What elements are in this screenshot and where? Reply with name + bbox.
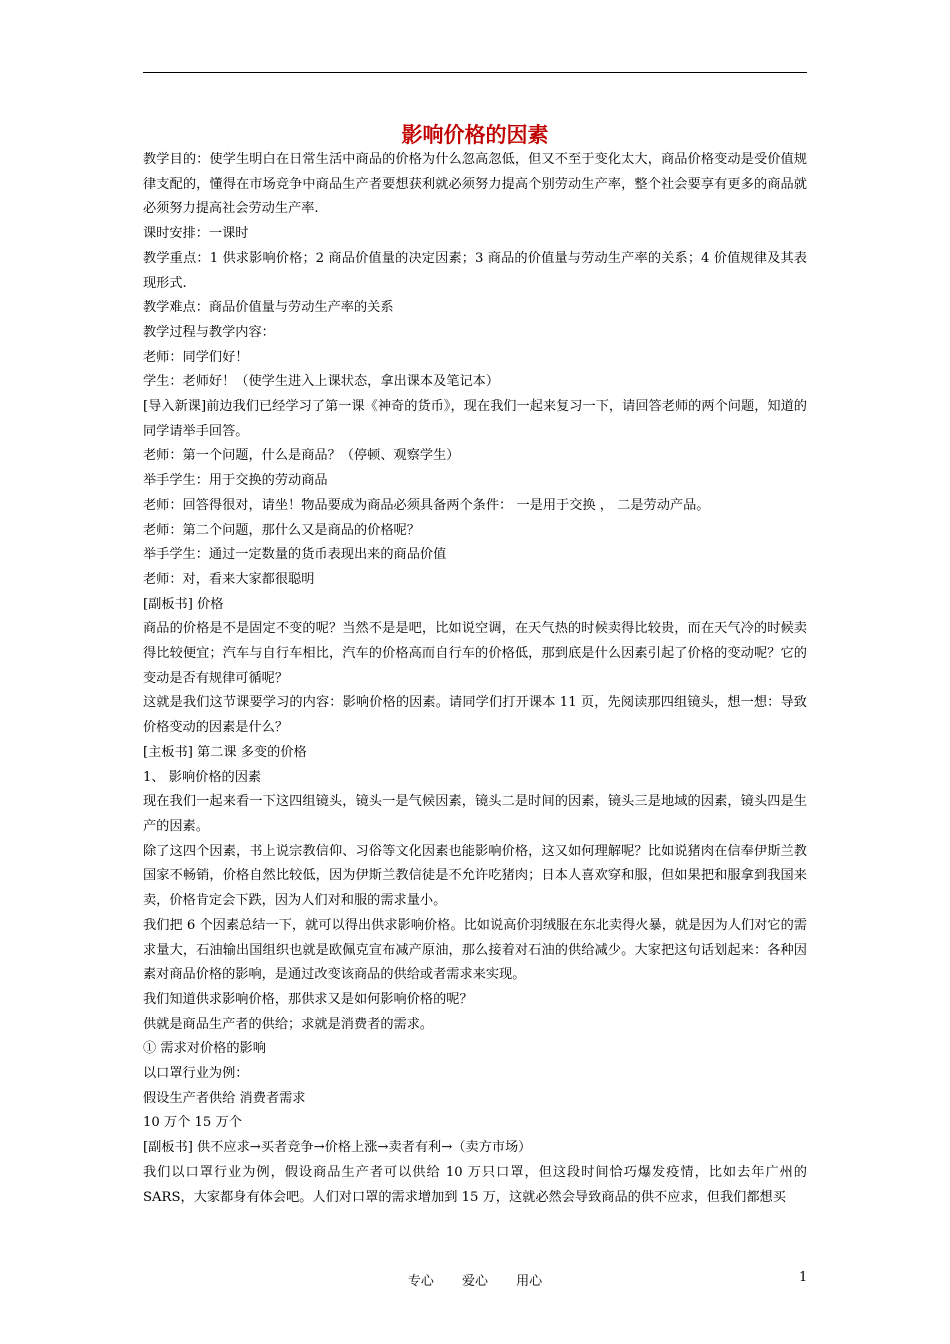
paragraph: [导入新课]前边我们已经学习了第一课《神奇的货币》，现在我们一起来复习一下，请回答老师的两个问题，知道的同学请举手回答。: [143, 399, 807, 439]
paragraph: 老师：同学们好！: [143, 349, 249, 365]
paragraph: 教学重点：1 供求影响价格；2 商品价值量的决定因素；3 商品的价值量与劳动生产率的关系；4 价值规律及其表现形式.: [143, 250, 807, 291]
page-number: 1: [799, 1270, 808, 1285]
paragraph: 我们把 6 个因素总结一下，就可以得出供求影响价格。比如说高价羽绒服在东北卖得火暴，就是因为人们对它的需求量大，石油输出国组织也就是欧佩克宣布减产原油，那么接着对石油的供给减少。大家把这句话划起来：各种因素对商品价格的影响，是通过改变该商品的供给或者需求来实现。: [143, 917, 807, 983]
paragraph: 课时安排：一课时: [143, 226, 249, 242]
paragraph: 这就是我们这节课要学习的内容：影响价格的因素。请同学们打开课本 11 页，先阅读那四组镜头，想一想：导致价格变动的因素是什么？: [143, 695, 807, 736]
paragraph: 教学过程与教学内容：: [143, 324, 275, 340]
paragraph: [主板书] 第二课 多变的价格: [143, 744, 307, 760]
paragraph: ① 需求对价格的影响: [143, 1041, 266, 1057]
paragraph: 我们以口罩行业为例，假设商品生产者可以供给 10 万只口罩，但这段时间恰巧爆发疫情，比如去年广州的SARS，大家都身有体会吧。人们对口罩的需求增加到 15 万，这就必然会导致商品的供不应求，但我们都想买: [143, 1164, 807, 1205]
footer-slogan-word: 用心: [516, 1274, 543, 1289]
paragraph: 商品的价格是不是固定不变的呢？当然不是是吧，比如说空调，在天气热的时候卖得比较贵，而在天气冷的时候卖得比较便宜；汽车与自行车相比，汽车的价格高而自行车的价格低，那到底是什么因素引起了价格的变动呢？它的变动是否有规律可循呢？: [143, 621, 807, 686]
paragraph: 以口罩行业为例：: [143, 1066, 249, 1082]
paragraph: 老师：第一个问题，什么是商品？（停顿、观察学生）: [143, 448, 460, 464]
header-rule: [143, 72, 807, 73]
paragraph: 供就是商品生产者的供给；求就是消费者的需求。: [143, 1016, 434, 1032]
footer-slogan: [0, 1270, 950, 1289]
page-title: 影响价格的因素: [401, 122, 549, 147]
paragraph: [副板书] 价格: [143, 596, 224, 612]
paragraph: 举手学生：通过一定数量的货币表现出来的商品价值: [143, 547, 447, 563]
paragraph: 举手学生：用于交换的劳动商品: [143, 473, 328, 489]
paragraph: 1、 影响价格的因素: [143, 769, 262, 785]
paragraph: 老师：回答得很对，请坐！物品要成为商品必须具备两个条件： 一是用于交换 ， 二是劳动产品。: [143, 497, 710, 513]
paragraph: 假设生产者供给 消费者需求: [143, 1090, 306, 1106]
paragraph: 除了这四个因素，书上说宗教信仰、习俗等文化因素也能影响价格，这又如何理解呢？比如说猪肉在信奉伊斯兰教国家不畅销，价格自然比较低，因为伊斯兰教信徒是不允许吃猪肉；日本人喜欢穿和服，但如果把和服拿到我国来卖，价格肯定会下跌，因为人们对和服的需求量小。: [143, 843, 807, 909]
paragraph: 我们知道供求影响价格，那供求又是如何影响价格的呢？: [143, 991, 473, 1007]
paragraph: 学生：老师好！（使学生进入上课状态，拿出课本及笔记本）: [143, 374, 500, 390]
paragraph: 老师：对，看来大家都很聪明: [143, 571, 315, 587]
paragraph: 教学目的：使学生明白在日常生活中商品的价格为什么忽高忽低，但又不至于变化太大，商品价格变动是受价值规律支配的，懂得在市场竞争中商品生产者要想获利就必须努力提高个别劳动生产率，整个社会要享有更多的商品就必须努力提高社会劳动生产率.: [143, 152, 807, 217]
paragraph: 教学难点：商品价值量与劳动生产率的关系: [143, 300, 394, 316]
paragraph: 老师：第二个问题，那什么又是商品的价格呢？: [143, 522, 420, 538]
document-body: [143, 148, 807, 1210]
paragraph: [副板书] 供不应求→买者竞争→价格上涨→卖者有利→（卖方市场）: [143, 1140, 532, 1156]
paragraph: 现在我们一起来看一下这四组镜头，镜头一是气候因素，镜头二是时间的因素，镜头三是地域的因素，镜头四是生产的因素。: [143, 794, 807, 834]
paragraph: 10 万个 15 万个: [143, 1115, 242, 1131]
footer-slogan-word: 专心: [407, 1274, 434, 1289]
footer-slogan-word: 爱心: [461, 1274, 488, 1289]
